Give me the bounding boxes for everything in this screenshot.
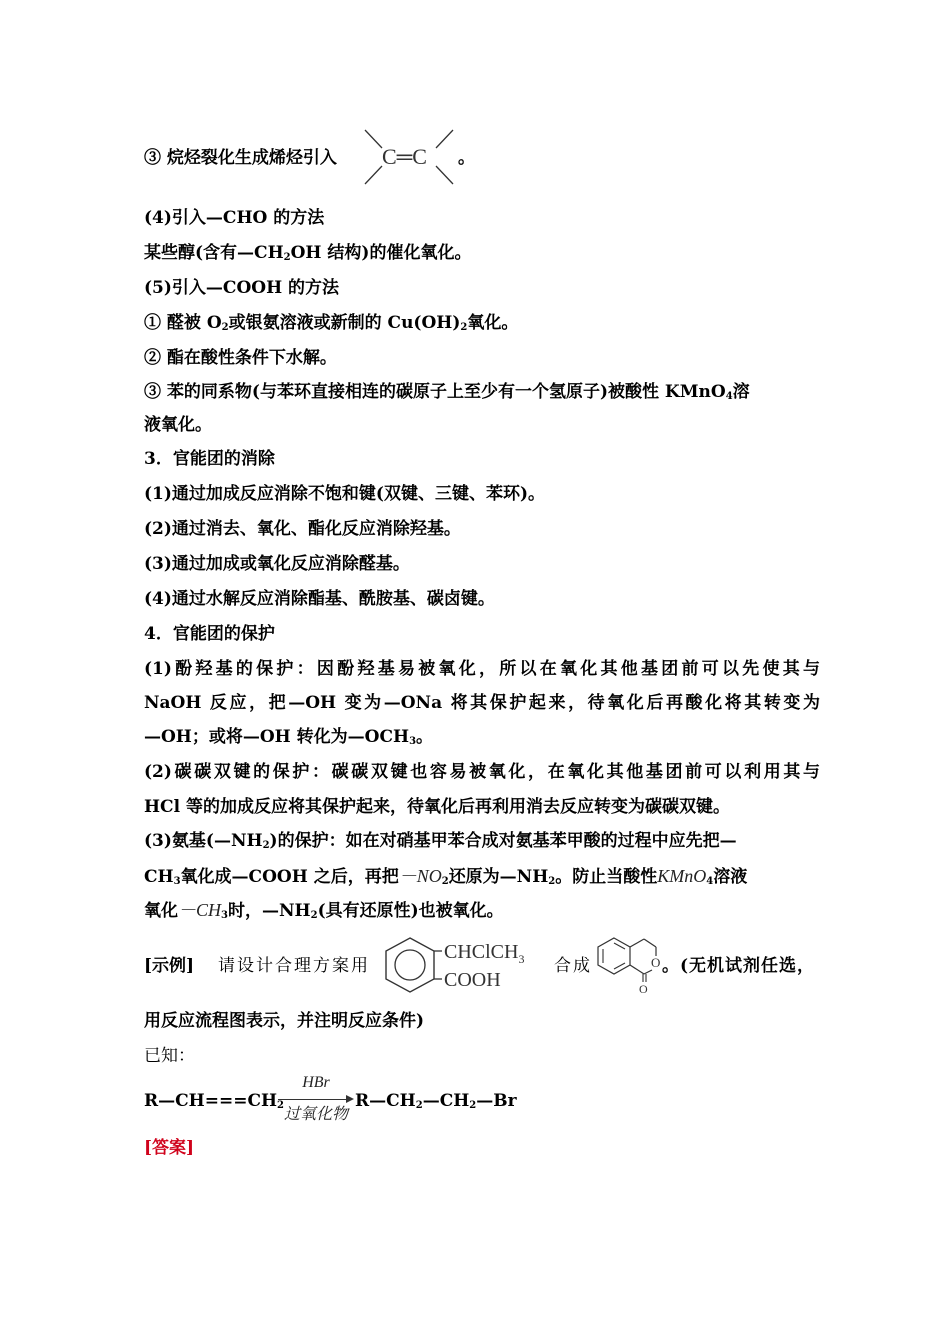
benzene-ring	[386, 938, 434, 992]
sec5-item3: ③ 苯的同系物(与苯环直接相连的碳原子上至少有一个氢原子)被酸性 KMnO$_4$溶	[144, 382, 750, 402]
sec5-item1: ① 醛被 $O_2$或银氨溶液或新制的 $Cu(OH)_2$氧化。	[144, 313, 519, 333]
elimination-heading: 3．官能团的消除	[144, 449, 275, 469]
example-text3: 。(无机试剂任选，	[662, 956, 816, 976]
elimination-item-3: (3)通过加成或氧化反应消除醛基。	[144, 554, 410, 574]
reaction-left: $R—CH===CH_2$	[144, 1091, 285, 1111]
arrow-line	[278, 1099, 352, 1100]
alkene-label: C═C	[382, 144, 427, 169]
protection-p1-line3: —OH；或将—OH 转化为$—OCH_3$。	[144, 727, 434, 747]
answer-label: [答案]	[144, 1138, 195, 1158]
sec5-heading: (5)引入—COOH 的方法	[144, 278, 340, 298]
protection-p3-line2: $CH_3$氧化成—COOH 之后，再把$-NO_2$还原为$—NH_2$。防止当酸性KMnO$_4$溶液	[144, 866, 748, 887]
reaction-arrow	[276, 1074, 360, 1126]
reactant-structure	[376, 934, 554, 998]
protection-p2-line1: (2)碳碳双键的保护：碳碳双键也容易被氧化，在氧化其他基团前可以利用其与	[144, 762, 820, 782]
carbonyl-oxygen: O	[639, 982, 648, 994]
ring-oxygen: O	[651, 955, 661, 970]
example-text2: 合成	[554, 956, 592, 976]
known-label: 已知：	[144, 1046, 195, 1066]
protection-heading: 4．官能团的保护	[144, 624, 275, 644]
protection-p3-line1: (3)氨基$(—NH_2)$的保护：如在对硝基甲苯合成对氨基苯甲酸的过程中应先把—	[144, 831, 737, 851]
sec5-item2: ② 酯在酸性条件下水解。	[144, 348, 337, 368]
reaction-right: $R—CH_2—CH_2—Br$	[355, 1091, 517, 1111]
protection-p3-line3: 氧化$-CH_3$时，$—NH_2$(具有还原性)也被氧化。	[144, 900, 504, 921]
group-cooh: COOH	[444, 969, 501, 991]
alkene-structure	[360, 124, 460, 190]
example-text1: 请设计合理方案用	[218, 956, 370, 976]
sec4-line1: 某些醇(含有$—CH_2OH$ 结构)的催化氧化。	[144, 243, 472, 263]
intro-item3-end: 。	[458, 148, 475, 168]
protection-p2-line2: HCl 等的加成反应将其保护起来，待氧化后再利用消去反应转变为碳碳双键。	[144, 797, 730, 817]
group-chclch3: CHClCH$_3$	[444, 941, 525, 966]
intro-item3-text: ③ 烷烃裂化生成烯烃引入	[144, 148, 337, 168]
arrow-reagent: HBr	[302, 1074, 330, 1091]
example-label: [示例]	[144, 956, 195, 976]
protection-p1-line2: NaOH 反应，把—OH 变为—ONa 将其保护起来，待氧化后再酸化将其转变为	[144, 693, 820, 713]
sec5-item3-cont: 液氧化。	[144, 415, 212, 435]
elimination-item-4: (4)通过水解反应消除酯基、酰胺基、碳卤键。	[144, 589, 495, 609]
aromatic-circle	[395, 950, 425, 980]
protection-p1-line1: (1)酚羟基的保护：因酚羟基易被氧化，所以在氧化其他基团前可以先使其与	[144, 659, 820, 679]
sec4-heading: (4)引入—CHO 的方法	[144, 208, 325, 228]
product-structure	[594, 932, 664, 994]
elimination-item-1: (1)通过加成反应消除不饱和键(双键、三键、苯环)。	[144, 484, 546, 504]
arrow-condition: 过氧化物	[283, 1106, 348, 1123]
elimination-item-2: (2)通过消去、氧化、酯化反应消除羟基。	[144, 519, 461, 539]
example-line2: 用反应流程图表示，并注明反应条件)	[144, 1011, 425, 1031]
